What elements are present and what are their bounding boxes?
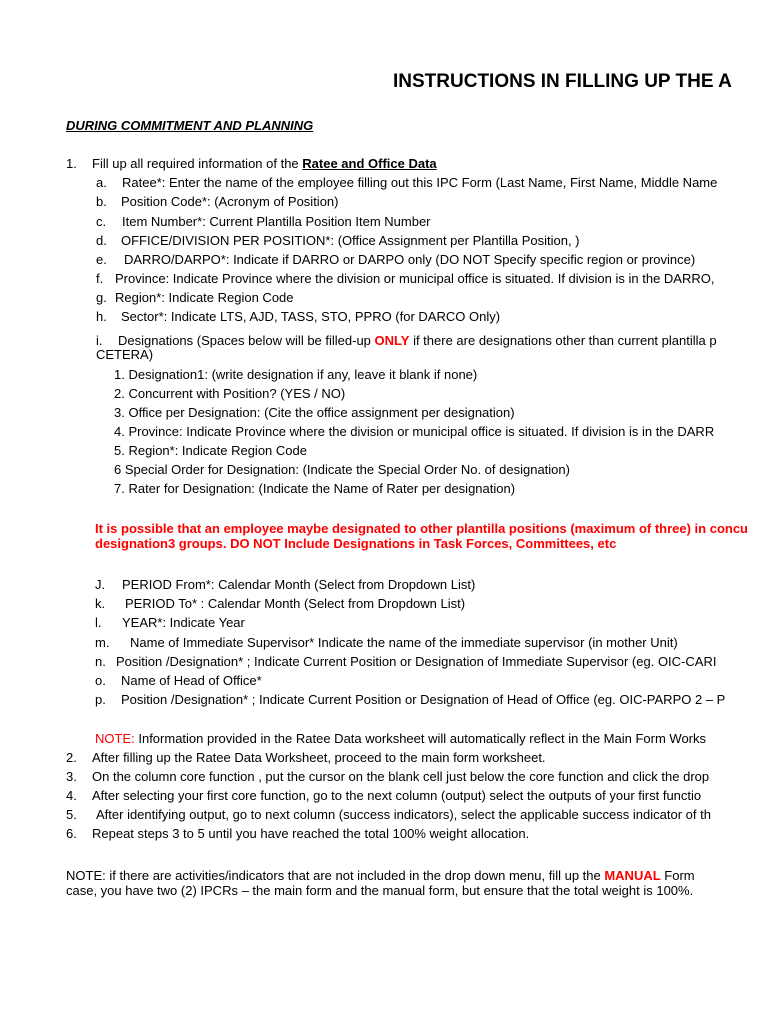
step-2-text: After filling up the Ratee Data Worksheet, proceed to the main form worksheet. xyxy=(92,750,546,765)
only-emphasis: ONLY xyxy=(374,333,410,348)
item-a-text: Ratee*: Enter the name of the employee filling out this IPC Form (Last Name, First Name, Middle Name xyxy=(122,175,718,190)
item-k-text: PERIOD To* : Calendar Month (Select from Dropdown List) xyxy=(125,596,466,611)
document-title: INSTRUCTIONS IN FILLING UP THE A xyxy=(393,71,732,92)
item-l-letter: l. xyxy=(95,615,102,630)
step-1-number: 1. xyxy=(66,156,77,171)
step-4-text: After selecting your first core function, go to the next column (output) select the outputs of your first functio xyxy=(92,788,702,803)
item-c-letter: c. xyxy=(96,214,107,229)
step-5-number: 5. xyxy=(66,807,77,822)
step-3-number: 3. xyxy=(66,769,77,784)
manual-emphasis: MANUAL xyxy=(604,868,661,883)
item-p-text: Position /Designation* ; Indicate Current Position or Designation of Head of Office (eg. OIC-PARPO 2 – P xyxy=(121,692,726,707)
item-i-continuation: CETERA) xyxy=(96,347,154,362)
item-m-text: Name of Immediate Supervisor* Indicate the name of the immediate supervisor (in mother Unit) xyxy=(130,635,678,650)
item-a-letter: a. xyxy=(96,175,107,190)
item-n-text: Position /Designation* ; Indicate Current Position or Designation of Immediate Supervisor (eg. OIC-CARI xyxy=(116,654,717,669)
ratee-data-note: NOTE: Information provided in the Ratee Data worksheet will automatically reflect in the Main Form Works xyxy=(95,731,707,746)
step-1-text: Fill up all required information of the Ratee and Office Data xyxy=(92,156,437,171)
item-h-letter: h. xyxy=(96,309,107,324)
item-n-letter: n. xyxy=(95,654,106,669)
item-j-letter: J. xyxy=(95,577,106,592)
item-h-text: Sector*: Indicate LTS, AJD, TASS, STO, PPRO (for DARCO Only) xyxy=(121,309,501,324)
manual-form-note-line-1: NOTE: if there are activities/indicators that are not included in the drop down menu, fill up the MANUAL Form xyxy=(66,868,695,883)
step-6-text: Repeat steps 3 to 5 until you have reached the total 100% weight allocation. xyxy=(92,826,530,841)
item-o-text: Name of Head of Office* xyxy=(121,673,262,688)
item-e-letter: e. xyxy=(96,252,107,267)
step-2-number: 2. xyxy=(66,750,77,765)
item-c-text: Item Number*: Current Plantilla Position Item Number xyxy=(122,214,431,229)
item-k-letter: k. xyxy=(95,596,106,611)
designation-line-3: 3. Office per Designation: (Cite the office assignment per designation) xyxy=(114,405,515,420)
item-b-text: Position Code*: (Acronym of Position) xyxy=(121,194,339,209)
item-i-letter: i. xyxy=(96,333,103,348)
note-label: NOTE: xyxy=(95,731,135,746)
step-6-number: 6. xyxy=(66,826,77,841)
item-m-letter: m. xyxy=(95,635,110,650)
designation-warning-line-1: It is possible that an employee maybe designated to other plantilla positions (maximum of three) in concu xyxy=(95,521,749,536)
item-l-text: YEAR*: Indicate Year xyxy=(122,615,245,630)
item-b-letter: b. xyxy=(96,194,107,209)
designation-line-7: 7. Rater for Designation: (Indicate the Name of Rater per designation) xyxy=(114,481,516,496)
designation-line-4: 4. Province: Indicate Province where the division or municipal office is situated. If division is in the DARR xyxy=(114,424,715,439)
item-f-text: Province: Indicate Province where the division or municipal office is situated. If division is in the DARRO, xyxy=(115,271,715,286)
designation-line-2: 2. Concurrent with Position? (YES / NO) xyxy=(114,386,346,401)
item-p-letter: p. xyxy=(95,692,106,707)
item-o-letter: o. xyxy=(95,673,106,688)
designation-warning-line-2: designation3 groups. DO NOT Include Designations in Task Forces, Committees, etc xyxy=(95,536,617,551)
item-f-letter: f. xyxy=(96,271,104,286)
item-e-text: DARRO/DARPO*: Indicate if DARRO or DARPO only (DO NOT Specify specific region or province) xyxy=(124,252,696,267)
item-d-text: OFFICE/DIVISION PER POSITION*: (Office Assignment per Plantilla Position, ) xyxy=(121,233,580,248)
item-g-letter: g. xyxy=(96,290,107,305)
step-5-text: After identifying output, go to next column (success indicators), select the applicable success indicator of th xyxy=(96,807,711,822)
step-4-number: 4. xyxy=(66,788,77,803)
manual-form-note-line-2: case, you have two (2) IPCRs – the main form and the manual form, but ensure that the total weight is 100%. xyxy=(66,883,694,898)
section-heading: DURING COMMITMENT AND PLANNING xyxy=(66,118,314,133)
item-i-text: Designations (Spaces below will be filled-up ONLY if there are designations other than current plantilla p xyxy=(118,333,717,348)
designation-line-5: 5. Region*: Indicate Region Code xyxy=(114,443,307,458)
item-g-text: Region*: Indicate Region Code xyxy=(115,290,294,305)
ratee-office-data-emphasis: Ratee and Office Data xyxy=(302,156,437,171)
designation-line-1: 1. Designation1: (write designation if any, leave it blank if none) xyxy=(114,367,478,382)
designation-line-6: 6 Special Order for Designation: (Indicate the Special Order No. of designation) xyxy=(114,462,570,477)
step-3-text: On the column core function , put the cursor on the blank cell just below the core function and click the drop xyxy=(92,769,710,784)
item-d-letter: d. xyxy=(96,233,107,248)
item-j-text: PERIOD From*: Calendar Month (Select from Dropdown List) xyxy=(122,577,476,592)
